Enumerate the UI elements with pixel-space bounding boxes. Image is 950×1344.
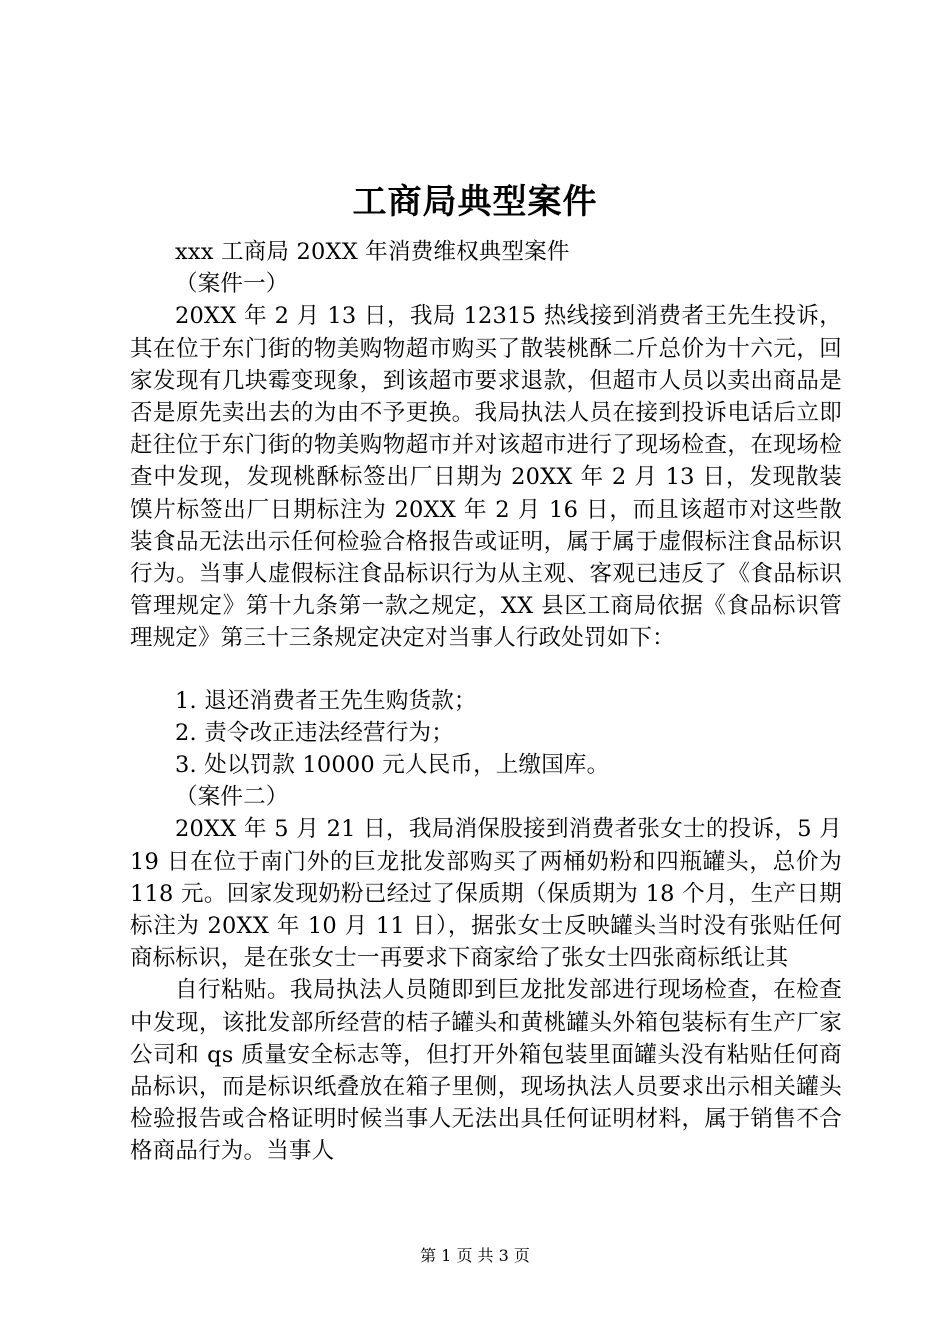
case1-paragraph: 20XX 年 2 月 13 日，我局 12315 热线接到消费者王先生投诉，其在位于东门街的物美购物超市购买了散装桃酥二斤总价为十六元，回家发现有几块霉变现象，到该超市要求退款，但超市人员以卖出商品是否是原先卖出去的为由不予更换。我局执法人员在接到投诉电话后立即赶往位于东门街的物美购物超市并对该超市进行了现场检查，在现场检查中发现，发现桃酥标签出厂日期为 20XX 年 2 月 13 日，发现散装馍片标签出厂日期标注为 20XX 年 2 月 16 日，而且该超市对这些散装食品无法出示任何检验合格报告或证明，属于属于虚假标注食品标识行为。当事人虚假标注食品标识行为从主观、客观已违反了《食品标识管理规定》第十九条第一款之规定，XX 县区工商局依据《食品标识管理规定》第三十三条规定决定对当事人行政处罚如下： <box>130 303 842 652</box>
page-footer: 第 1 页 共 3 页 <box>420 1246 530 1265</box>
case2-paragraph-1: 20XX 年 5 月 21 日，我局消保股接到消费者张女士的投诉，5 月 19 日在位于南门外的巨龙批发部购买了两桶奶粉和四瓶罐头，总价为 118 元。回家发现奶粉已经过了保质期（保质期为 18 个月，生产日期标注为 20XX 年 10 月 11 日），据张女士反映罐头当时没有张贴任何商标标识，是在张女士一再要求下商家给了张女士四张商标纸让其 <box>130 816 842 972</box>
document-body <box>130 236 842 1168</box>
paragraph-gap <box>130 655 842 685</box>
case1-penalty-1: 1. 退还消费者王先生购货款； <box>175 687 477 714</box>
case1-penalty-2: 2. 责令改正违法经营行为； <box>175 719 454 746</box>
case1-heading: （案件一） <box>175 271 289 298</box>
case2-heading: （案件二） <box>175 784 289 811</box>
document-title: 工商局典型案件 <box>352 182 598 222</box>
case2-paragraph-2: 自行粘贴。我局执法人员随即到巨龙批发部进行现场检查，在检查中发现，该批发部所经营的桔子罐头和黄桃罐头外箱包装标有生产厂家公司和 qs 质量安全标志等，但打开外箱包装里面罐头没有粘贴任何商品标识，而是标识纸叠放在箱子里侧，现场执法人员要求出示相关罐头检验报告或合格证明时候当事人无法出具任何证明材料，属于销售不合格商品行为。当事人 <box>130 977 842 1165</box>
case1-penalty-3: 3. 处以罚款 10000 元人民币，上缴国库。 <box>175 752 610 779</box>
document-subtitle: xxx 工商局 20XX 年消费维权典型案件 <box>175 239 570 265</box>
